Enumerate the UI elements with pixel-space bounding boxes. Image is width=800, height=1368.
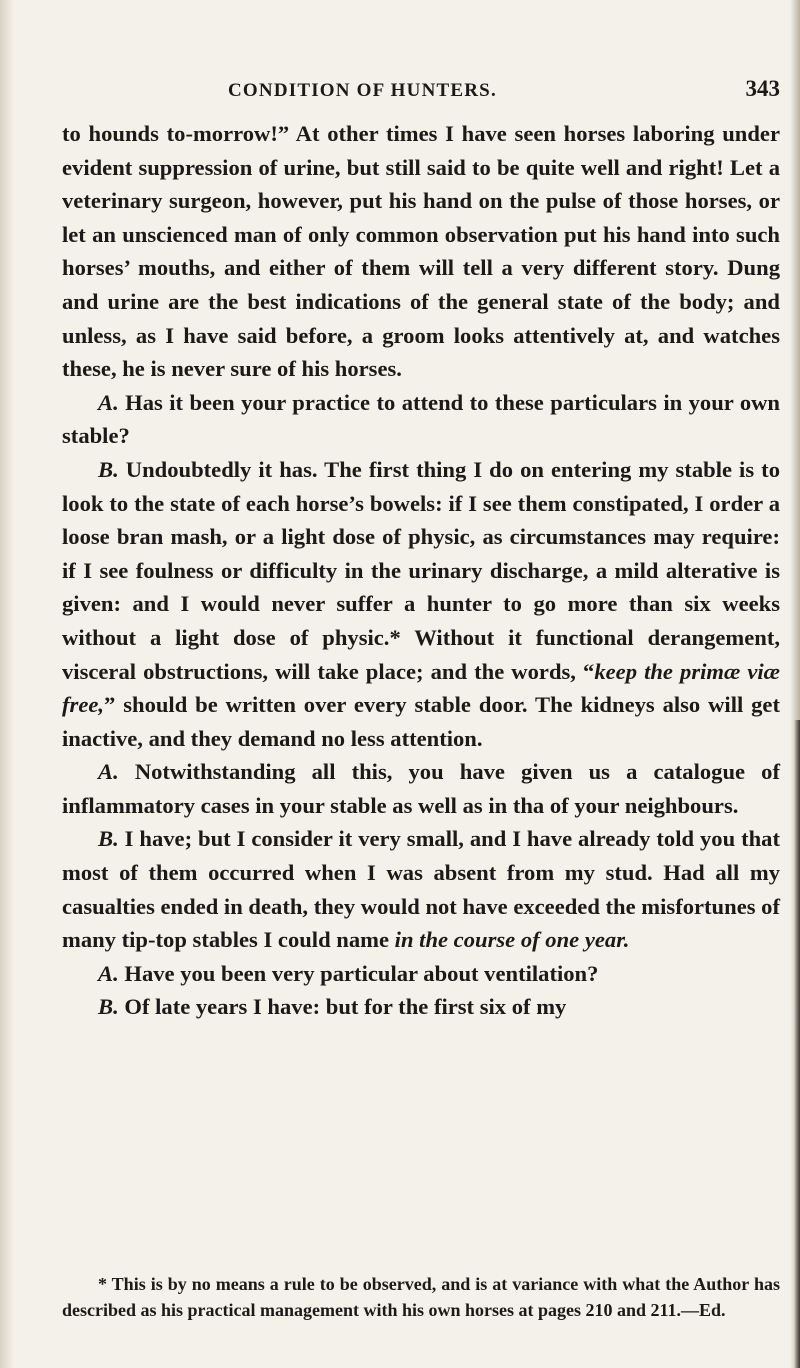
paragraph-text: Undoubtedly it has. The first thing I do on entering my stable is to look to the state of each horse’s bowels: if I see them constipated, I order a loose bran mash, or a light dose of physic, as circumstances may require: if I see foulness or difficulty in the urinary discharge, a mild alterative is given: and I would never suffer a hunter to go more than six weeks without a light dose of physic.* Without it functional derangement, visceral obstructions, will take place; and the words, “ [62,456,780,684]
paragraph-text: ” should be written over every stable door. The kidneys also will get inactive, and they demand no less attention. [62,692,780,751]
paragraph [62,957,780,991]
paragraph [62,755,780,822]
footnote-text: * This is by no means a rule to be observed, and is at variance with what the Author has described as his practical management with his own horses at pages 210 and 211.—Ed. [62,1274,780,1320]
footnote [62,1271,780,1323]
speaker-label: B. [98,994,119,1020]
paragraph [62,453,780,755]
gutter-shadow [0,0,14,1368]
page-header [62,76,780,110]
speaker-label: A. [98,960,119,986]
paragraph-text: Notwithstanding all this, you have given us a catalogue of inflammatory cases in your stable as well as in tha of your neighbours. [62,759,780,818]
italic-phrase: keep the primæ viæ free, [62,658,780,718]
paragraph [62,822,780,956]
page-edge-dark [794,720,800,1368]
speaker-label: B. [98,456,119,482]
paragraph [62,386,780,453]
italic-phrase: in the course of one year. [394,927,630,953]
paragraph: to hounds to-morrow!” At other times I have seen horses laboring under evident suppression of urine, but still said to be quite well and right! Let a veterinary surgeon, however, put his hand on the pulse of those horses, or let an unscienced man of only common observation put his hand into such horses’ mouths, and either of them will tell a very different story. Dung and urine are the best indications of the general state of the body; and unless, as I have said before, a groom looks attentively at, and watches these, he is never sure of his horses. [62,121,780,382]
paragraph-text: Has it been your practice to attend to these particulars in your own stable? [62,389,780,449]
paragraph-text: I have; but I consider it very small, and I have already told you that most of them occurred when I was absent from my stud. Had all my casualties ended in death, they would not have exceeded the misfortunes of many tip-top stables I could name [62,826,780,953]
running-head: CONDITION OF HUNTERS. [228,80,497,101]
body-text [62,117,780,1024]
speaker-label: A. [98,759,119,785]
paragraph [62,990,780,1024]
page-number: 343 [745,76,780,101]
paragraph-text: Have you been very particular about ventilation? [118,960,599,986]
paragraph-text: Of late years I have: but for the first six of my [118,994,567,1020]
speaker-label: B. [98,826,119,852]
speaker-label: A. [98,389,119,415]
